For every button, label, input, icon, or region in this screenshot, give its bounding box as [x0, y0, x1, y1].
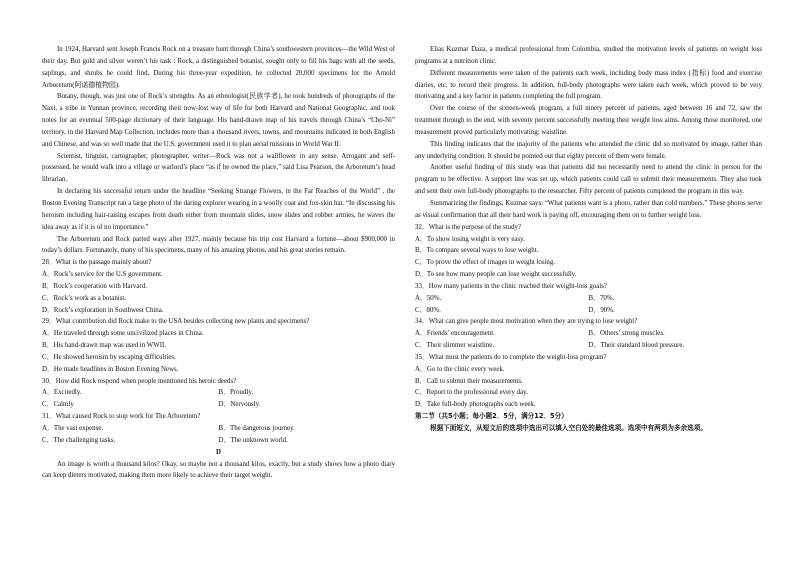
option: B．Rock’s cooperation with Harvard.: [42, 282, 147, 290]
option: B．The dangerous journey.: [218, 425, 295, 432]
option: A．He traveled through some uncivilized places in China.: [42, 330, 204, 338]
question-stem: 29．What contribution did Rock make to the USA besides collecting new plants and specimens?: [42, 318, 310, 326]
option: C．The challenging tasks.: [42, 436, 116, 444]
option: D．Take full-body photographs each week.: [415, 401, 536, 409]
passage-d-paragraph: Another useful finding of this study was that patients did not necessarily need to attend the clinic in person for the program to be effective. A support line was set up, which patients could call to submit their measurements. They also took and sent their own full-body photographs to the researcher. Fifty percent of patients completed the program in this way.: [415, 164, 762, 196]
option: A．To show losing weight is very easy.: [415, 235, 525, 243]
option: C．Rock’s work as a botanist.: [42, 294, 127, 302]
passage-d-paragraph: This finding indicates that the majority of the patients who attended the clinic did so motivated by image, rather than any underlying condition. It should be pointed out that eighty percent of them were female.: [415, 140, 762, 160]
passage-d-paragraph: Elias Kuzmar Daza, a medical professional from Colombia, studied the motivation levels of patients on weight loss programs at a nutrition clinic.: [415, 46, 762, 65]
passage-c-paragraph: Scientist, linguist, cartographer, photographer, writer—Rock was not a wallflower in any sense. Arrogant and self-possessed, he would walk into a village or warlord’s place “as if he owned the place,” said Lisa Pearson, the Arboretum’s head librarian.: [42, 152, 395, 184]
option: B．Proudly.: [218, 389, 254, 397]
option: C．Calmly: [42, 401, 74, 409]
question-28: [42, 257, 395, 316]
option: C．Their slimmer waistline.: [415, 342, 495, 350]
question-stem: 32．What is the purpose of the study?: [415, 223, 522, 231]
option: C．Report to the professional every day.: [415, 389, 528, 397]
passage-c: [42, 44, 395, 257]
option: A．The vast expense.: [42, 425, 104, 432]
question-30: [42, 376, 395, 412]
passage-d-paragraph: Over the course of the sixteen-week program, a full ninety percent of patients, aged between 16 and 72, saw the treatment through to the end, with seventy percent successfully meeting their weight loss aims. Among those monitored, one measurement proved particularly motivating: waistline.: [415, 105, 762, 136]
question-stem: 28．What is the passage mainly about?: [42, 259, 152, 267]
option: A．Friends’ encouragement.: [415, 330, 495, 338]
passage-d-paragraph: An image is worth a thousand kilos? Okay, so maybe not a thousand kilos, exactly, but a study shows how a photo diary can keep dieters motivated, making them more likely to achieve their target weight.: [42, 460, 395, 480]
option: B．Others’ strong muscles.: [588, 330, 665, 338]
option: D．90%.: [588, 306, 615, 314]
option: D．Nervously.: [218, 401, 261, 409]
passage-c-paragraph: In declaring his successful return under the headline “Seeking Strange Flowers, in the Far Reaches of the World” , the Boston Evening Transcript ran a large photo of the daring explorer wearing in a woolly coat and fox-skin hat. “In discussing his heroism including hair-raising escapes from death either from mountain slides, snow slides and robber armies, he waves the idea away as if it is of no importance.”: [42, 188, 395, 231]
question-stem: 34．What can give people most motivation when they are trying to lose weight?: [415, 318, 638, 326]
passage-d-paragraph: Different measurements were taken of the patients each week, including body mass index (指标) food and exercise diaries, etc. to record their progress. In addition, full-body photographs were taken each week, which proved to be very motivating and a key factor in patients completing the full program.: [415, 69, 762, 101]
option: A．50%.: [415, 294, 442, 302]
option: B．70%.: [588, 294, 615, 302]
option: D．Rock’s exploration in Southwest China.: [42, 306, 164, 314]
option: B．His hand-drawn map was used in WWII.: [42, 342, 167, 350]
option: C．To prove the effect of images in weight losing.: [415, 259, 556, 267]
passage-c-paragraph: In 1924, Harvard sent Joseph Francis Rock on a treasure hunt through China’s southwestern provinces—the Wild West of their day. But gold and silver weren’t his task : Rock, a distinguished botanist, sought only to fill his bags with all the seeds, saplings, and shrubs he could find. During his three-year expedition, he collected 20,000 specimens for the Arnold Arboretum(阿诺德植物园).: [42, 46, 395, 89]
right-column: [415, 44, 762, 435]
passage-c-paragraph: The Arboretum and Rock parted ways after 1927, mainly because his trip cost Harvard a fortune—about $900,000 in today’s dollars. Fortunately, many of his specimens, many of his amazing photos, and his great stories remain.: [42, 235, 395, 255]
section-heading: 第二节（共5小题；每小题2．5分，满分12．5分）: [415, 412, 568, 421]
passage-d-letter: D: [216, 448, 221, 456]
option: C．He showed heroism by escaping difficulties.: [42, 353, 176, 361]
question-29: [42, 316, 395, 375]
question-35: [415, 352, 762, 411]
option: D．He made headlines in Boston Evening News.: [42, 365, 179, 373]
option: D．To see how many people can lose weight successfully.: [415, 271, 577, 279]
option: D．Their standard blood pressure.: [588, 342, 685, 350]
section-instruction: 根据下面短文，从短文后的选项中选出可以填入空白处的最佳选项。选项中有两项为多余选项。: [430, 424, 707, 432]
left-column: [42, 44, 395, 482]
option: B．To compare several ways to lose weight.: [415, 247, 539, 255]
question-34: [415, 316, 762, 352]
option: B．Call to submit their measurements.: [415, 377, 523, 385]
option: A．Excitedly.: [42, 389, 82, 397]
option: D．The unknown world.: [218, 436, 288, 444]
option: A．Rock’s service for the U.S government.: [42, 271, 163, 279]
passage-d-paragraph: Summarizing the findings, Kuzmar says: “What patients want is a photo, rather than cold numbers.” These photos serve as visual confirmation that all their hard work is paying off, encouraging them on to further weight loss.: [415, 199, 762, 219]
question-stem: 35．What must the patients do to complete the weight-loss program?: [415, 353, 607, 361]
question-32: [415, 222, 762, 281]
question-stem: 30．How did Rock respond when people mentioned his heroic deeds?: [42, 377, 237, 385]
question-stem: 33．How many patients in the clinic reached their weight-loss goals?: [415, 282, 607, 290]
option: C．80%.: [415, 306, 441, 314]
option: A．Go to the clinic every week.: [415, 365, 505, 373]
question-stem: 31．What caused Rock to stop work for The Arboretum?: [42, 413, 201, 421]
passage-c-paragraph: Botany, though, was just one of Rock’s strengths. As an ethnologist(民族学者), he took hundreds of photographs of the Naxi, a tribe in Yunnan province, recording their now-lost way of life for both Harvard and National Geographic, and took notes for an eventual 500-page dictionary of their language. His hand-drawn map of his travels through China’s “Cho-Ni” territory, in the Harvard Map Collection, includes more than a thousand rivers, towns, and mountains indicated in both English and Chinese, and was so well made that the U.S. government used it to plan aerial missions in World War II.: [42, 93, 395, 148]
passage-d: [415, 44, 762, 222]
question-33: [415, 281, 762, 317]
question-31: [42, 411, 395, 447]
